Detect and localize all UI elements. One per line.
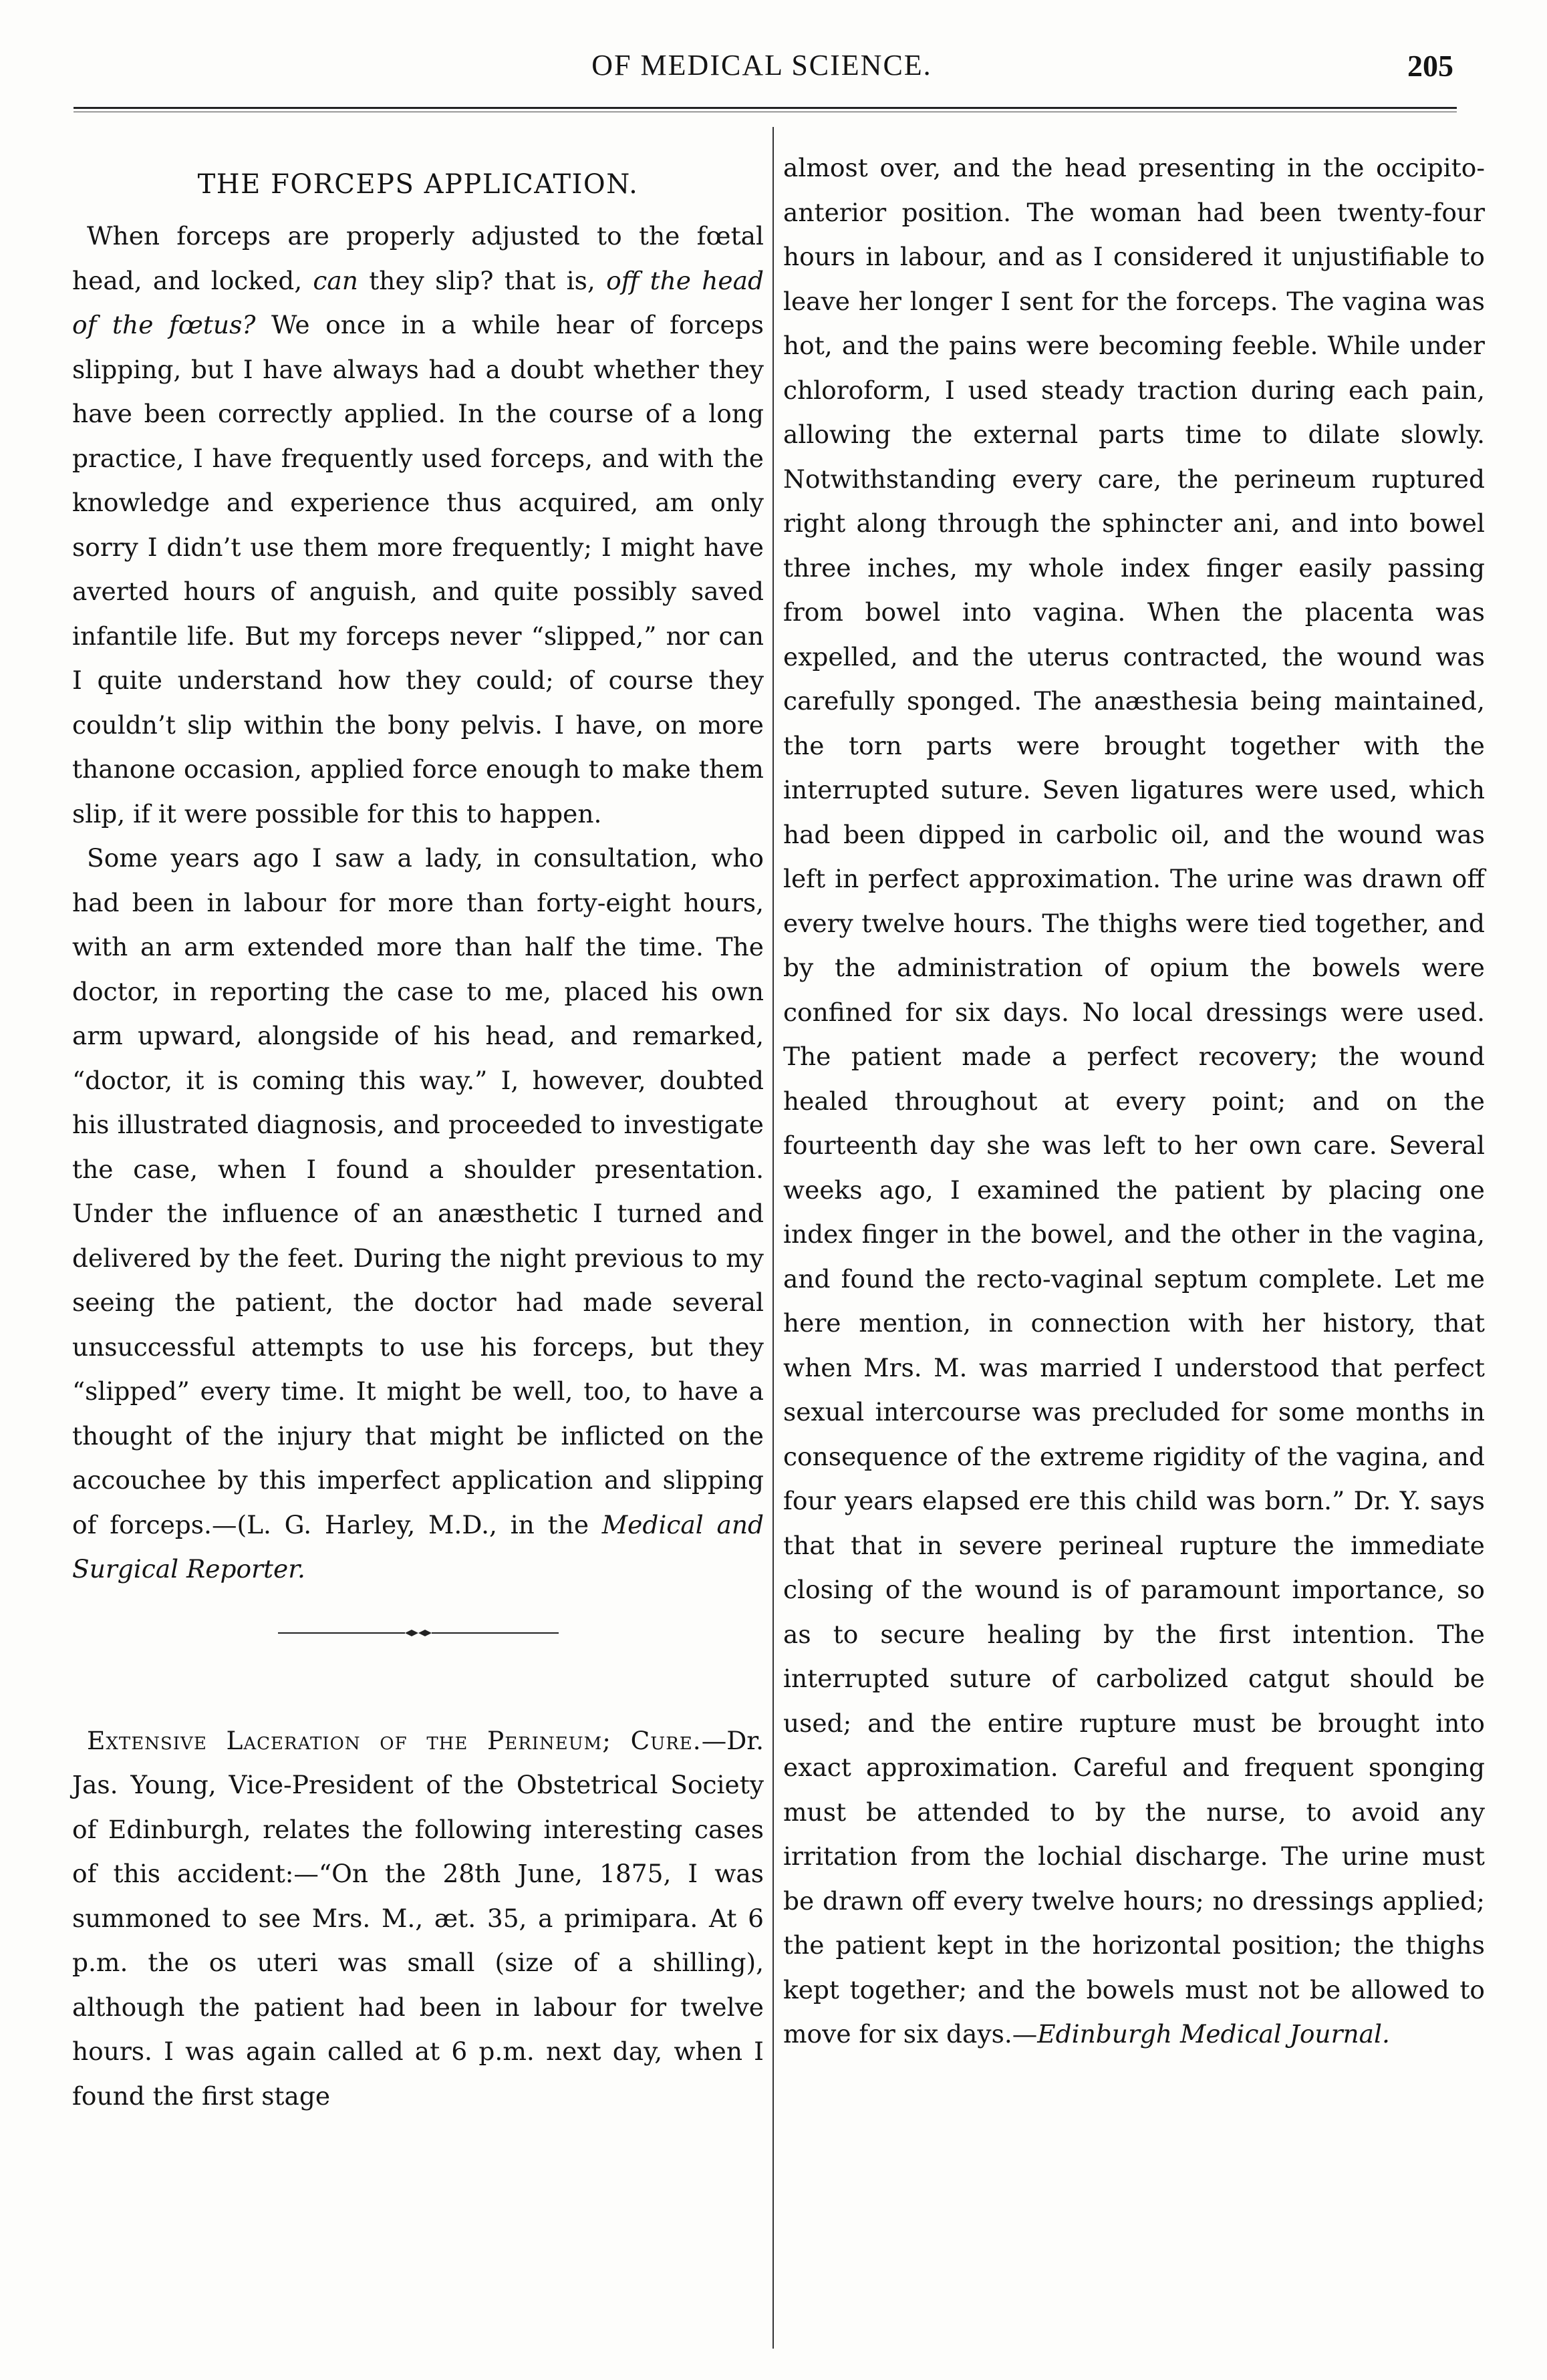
page-number: 205 (1407, 49, 1453, 83)
paragraph (72, 836, 764, 1592)
text-run: —Dr. Jas. Young, Vice-President of the Obstetrical Society of Edinburgh, relates the following interesting cases of this accident:—“On the 28th June, 1875, I was summoned to see Mrs. M., æt. 35, a primipara. At 6 p.m. the os uteri was small (size of a shilling), although the patient had been in labour for twelve hours. I was again called at 6 p.m. next day, when I found the first stage (72, 1725, 764, 2111)
right-column (783, 146, 1485, 2057)
section-divider-ornament (278, 1626, 559, 1640)
article-title-perineum: Extensive Laceration of the Perineum; Cure. (87, 1725, 702, 1755)
paragraph (72, 1719, 764, 2119)
text-run: they slip? that is, (358, 265, 607, 295)
header-rule (74, 107, 1457, 109)
running-title: OF MEDICAL SCIENCE. (591, 49, 932, 82)
text-run: Some years ago I saw a lady, in consultation, who had been in labour for more than forty-eight hours, with an arm extended more than half the time. The doctor, in reporting the case to me, placed his own arm upward, alongside of his head, and remarked, “doctor, it is coming this way.” I, however, doubted his illustrated diagnosis, and proceeded to investigate the case, when I found a shoulder presentation. Under the influence of an anæsthetic I turned and delivered by the feet. During the night previous to my seeing the patient, the doctor had made several unsuccessful attempts to use his forceps, but they “slipped” every time. It might be well, too, to have a thought of the injury that might be inflicted on the accouchee by this imperfect application and slipping of forceps.—(L. G. Harley, M.D., in the (72, 843, 764, 1539)
text-run: When forceps are properly adjusted to the fœtal head, and locked, (72, 221, 764, 295)
text-run: almost over, and the head presenting in the occipito-anterior position. The woman had been twenty-four hours in labour, and as I considered it unjustifiable to leave her longer I sent for the forceps. The vagina was hot, and the pains were becoming feeble. While under chloroform, I used steady traction during each pain, allowing the external parts time to dilate slowly. Notwithstanding every care, the perineum ruptured right along through the sphincter ani, and into bowel three inches, my whole index finger easily passing from bowel into vagina. When the placenta was expelled, and the uterus contracted, the wound was carefully sponged. The anæsthesia being maintained, the torn parts were brought together with the interrupted suture. Seven ligatures were used, which had been dipped in carbolic oil, and the wound was left in perfect approximation. The urine was drawn off every twelve hours. The thighs were tied together, and by the administration of opium the bowels were confined for six days. No local dressings were used. The patient made a perfect recovery; the wound healed throughout at every point; and on the fourteenth day she was left to her own care. Several weeks ago, I examined the patient by placing one index finger in the bowel, and the other in the vagina, and found the recto-vaginal septum complete. Let me here mention, in connection with her history, that when Mrs. M. was married I understood that perfect sexual intercourse was precluded for some months in consequence of the extreme rigidity of the vagina, and four years elapsed ere this child was born.” Dr. Y. says that that in severe perineal rupture the immediate closing of the wound is of paramount importance, so as to secure healing by the first intention. The interrupted suture of carbolized catgut should be used; and the entire rupture must be brought into exact approximation. Careful and frequent sponging must be attended to by the nurse, to avoid any irritation from the lochial discharge. The urine must be drawn off every twelve hours; no dressings applied; the patient kept in the horizontal position; the thighs kept together; and the bowels must not be allowed to move for six days.— (783, 153, 1485, 2049)
emphasis: off the head of the fœtus? (72, 265, 764, 339)
running-header (0, 48, 1547, 95)
paragraph (783, 146, 1485, 2057)
column-divider (772, 127, 774, 2349)
paragraph (72, 214, 764, 836)
emphasis: can (313, 265, 358, 295)
source-citation: Edinburgh Medical Journal. (1037, 2019, 1390, 2049)
text-run: We once in a while hear of forceps slipping, but I have always had a doubt whether they have been correctly applied. In the course of a long practice, I have frequently used forceps, and with the knowledge and experience thus acquired, am only sorry I didn’t use them more frequently; I might have averted hours of anguish, and quite possibly saved infantile life. But my forceps never “slipped,” nor can I quite understand how they could; of course they couldn’t slip within the bony pelvis. I have, on more thanone occasion, applied force enough to make them slip, if it were possible for this to happen. (72, 310, 764, 829)
left-column (72, 146, 764, 2118)
article-heading-forceps: THE FORCEPS APPLICATION. (197, 169, 639, 200)
source-citation: Medical and Surgical Reporter. (72, 1509, 764, 1584)
